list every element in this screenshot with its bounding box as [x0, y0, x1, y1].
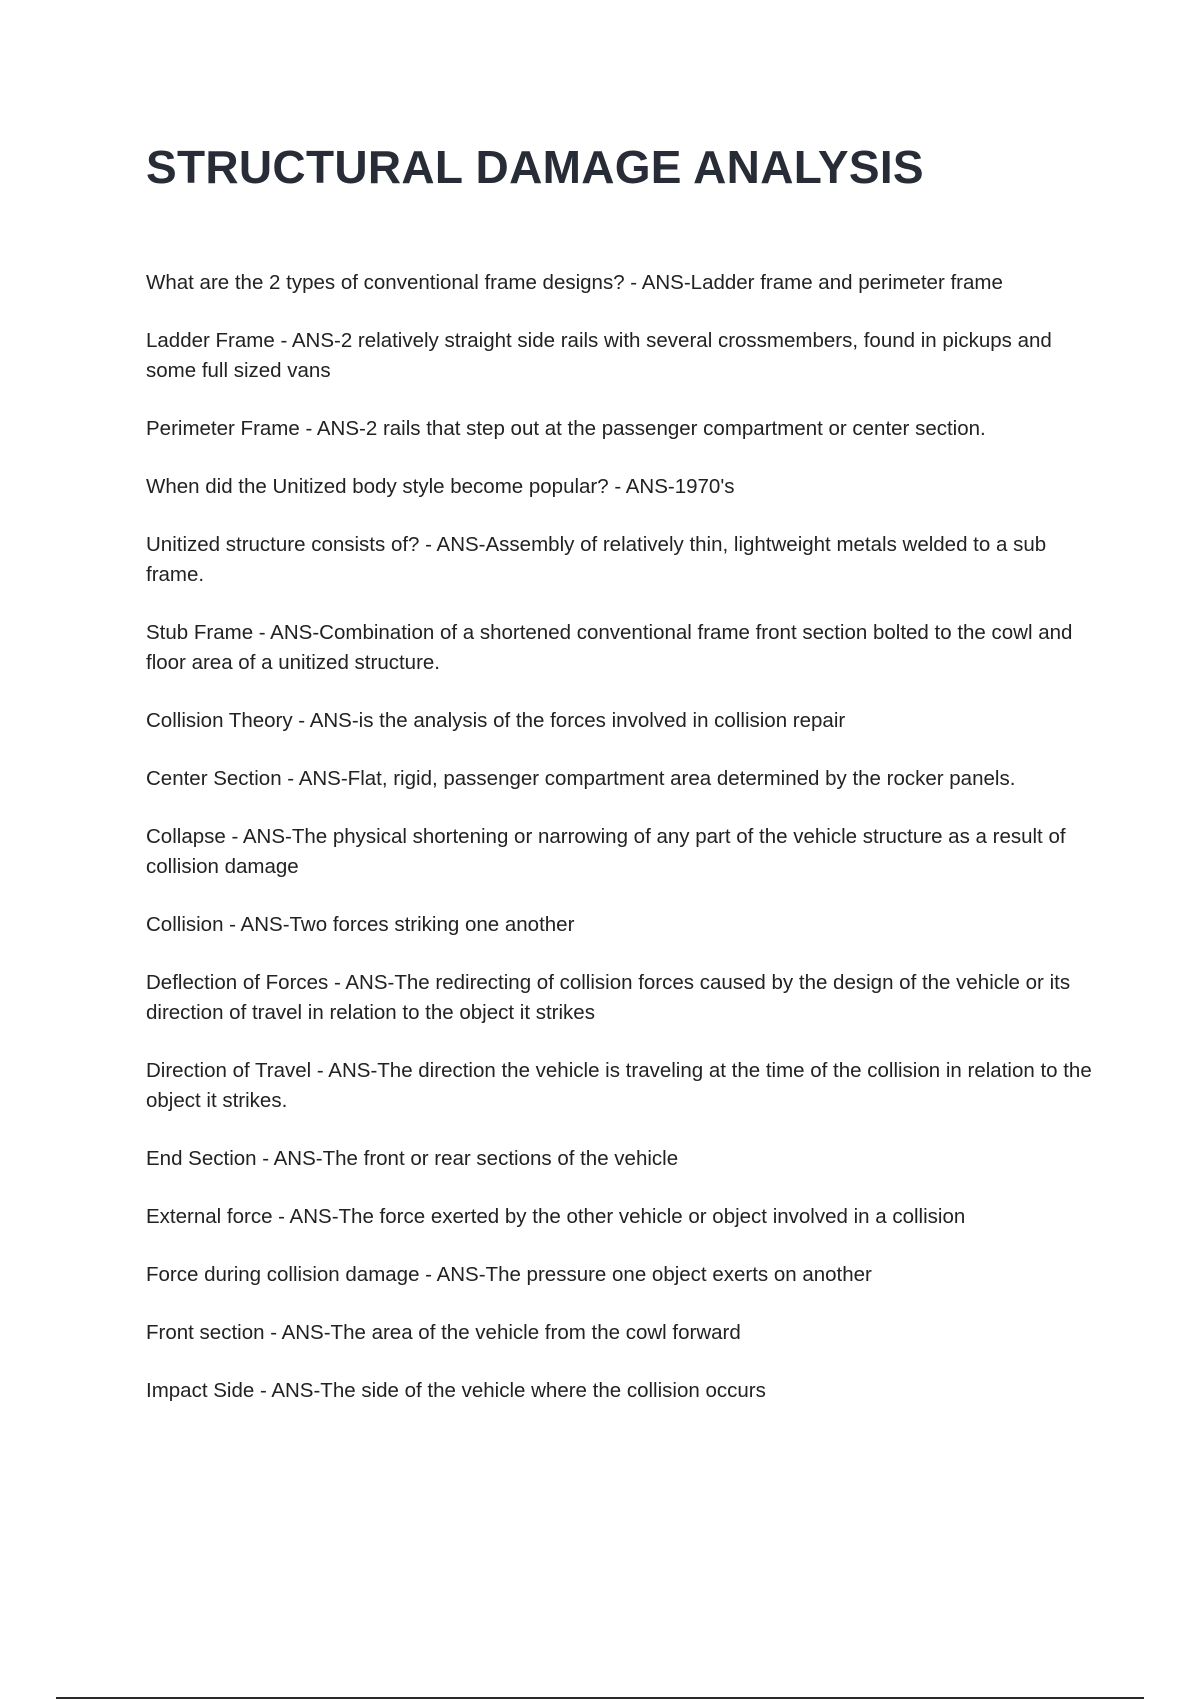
- qa-item-deflection-of-forces: Deflection of Forces - ANS-The redirecting of collision forces caused by the design of the vehicle or its direction of travel in relation to the object it strikes: [146, 971, 1071, 1024]
- qa-item-frame-designs: What are the 2 types of conventional frame designs? - ANS-Ladder frame and perimeter frame: [146, 271, 1003, 294]
- qa-item-unitized-popular: When did the Unitized body style become popular? - ANS-1970's: [146, 475, 735, 498]
- qa-item-direction-of-travel: Direction of Travel - ANS-The direction the vehicle is traveling at the time of the collision in relation to the object it strikes.: [146, 1059, 1092, 1112]
- qa-item-collision-theory: Collision Theory - ANS-is the analysis of the forces involved in collision repair: [146, 709, 846, 732]
- qa-list: [146, 268, 1096, 1434]
- qa-item-collision: Collision - ANS-Two forces striking one another: [146, 913, 575, 936]
- qa-item-external-force: External force - ANS-The force exerted by the other vehicle or object involved in a collision: [146, 1205, 966, 1228]
- qa-item-collapse: Collapse - ANS-The physical shortening or narrowing of any part of the vehicle structure as a result of collision damage: [146, 825, 1066, 878]
- qa-item-force-during-collision: Force during collision damage - ANS-The pressure one object exerts on another: [146, 1263, 872, 1286]
- qa-item-unitized-structure: Unitized structure consists of? - ANS-Assembly of relatively thin, lightweight metals welded to a sub frame.: [146, 533, 1047, 586]
- footer-divider: [56, 1697, 1144, 1699]
- qa-item-impact-side: Impact Side - ANS-The side of the vehicle where the collision occurs: [146, 1379, 766, 1402]
- document-title: STRUCTURAL DAMAGE ANALYSIS: [146, 141, 924, 193]
- qa-item-end-section: End Section - ANS-The front or rear sections of the vehicle: [146, 1147, 679, 1170]
- qa-item-perimeter-frame: Perimeter Frame - ANS-2 rails that step out at the passenger compartment or center section.: [146, 417, 986, 440]
- qa-item-ladder-frame: Ladder Frame - ANS-2 relatively straight side rails with several crossmembers, found in pickups and some full sized vans: [146, 329, 1052, 382]
- qa-item-front-section: Front section - ANS-The area of the vehicle from the cowl forward: [146, 1321, 741, 1344]
- qa-item-center-section: Center Section - ANS-Flat, rigid, passenger compartment area determined by the rocker panels.: [146, 767, 1016, 790]
- qa-item-stub-frame: Stub Frame - ANS-Combination of a shortened conventional frame front section bolted to the cowl and floor area of a unitized structure.: [146, 621, 1073, 674]
